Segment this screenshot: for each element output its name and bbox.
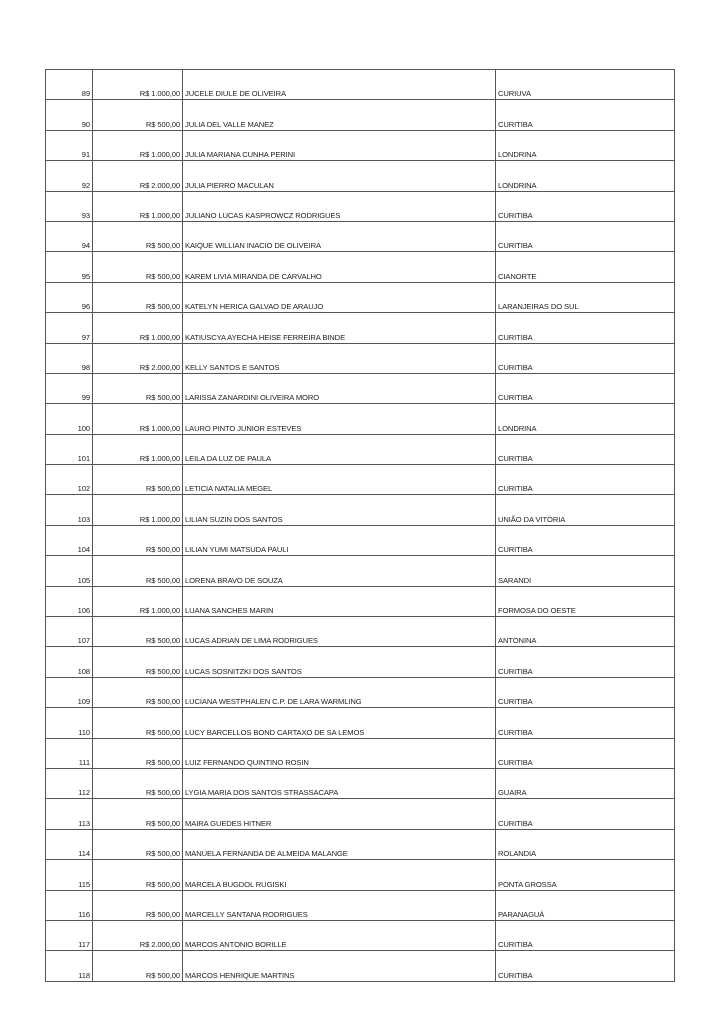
city-cell: ANTONINA: [496, 617, 675, 647]
row-number-cell: 117: [46, 920, 93, 950]
city-cell: UNIÃO DA VITÓRIA: [496, 495, 675, 525]
name-cell: LARISSA ZANARDINI OLIVEIRA MORO: [183, 373, 496, 403]
name-cell: KAIQUE WILLIAN INACIO DE OLIVEIRA: [183, 221, 496, 251]
table-row: [46, 70, 675, 100]
name-cell: MARCOS HENRIQUE MARTINS: [183, 951, 496, 981]
row-number-cell: 90: [46, 100, 93, 130]
city-cell: CURITIBA: [496, 434, 675, 464]
amount-cell: R$ 1.000,00: [93, 191, 183, 221]
city-cell: CURITIBA: [496, 465, 675, 495]
name-cell: LUCAS ADRIAN DE LIMA RODRIGUES: [183, 617, 496, 647]
table-row: [46, 495, 675, 525]
row-number-cell: 100: [46, 404, 93, 434]
name-cell: JULIANO LUCAS KASPROWCZ RODRIGUES: [183, 191, 496, 221]
amount-cell: R$ 1.000,00: [93, 130, 183, 160]
table-row: [46, 161, 675, 191]
table-row: [46, 799, 675, 829]
amount-cell: R$ 1.000,00: [93, 434, 183, 464]
name-cell: MANUELA FERNANDA DE ALMEIDA MALANGE: [183, 829, 496, 859]
name-cell: MAIRA GUEDES HITNER: [183, 799, 496, 829]
table-row: [46, 738, 675, 768]
name-cell: MARCOS ANTONIO BORILLE: [183, 920, 496, 950]
city-cell: SARANDI: [496, 556, 675, 586]
name-cell: LUIZ FERNANDO QUINTINO ROSIN: [183, 738, 496, 768]
table-row: [46, 586, 675, 616]
amount-cell: R$ 500,00: [93, 768, 183, 798]
row-number-cell: 92: [46, 161, 93, 191]
row-number-cell: 93: [46, 191, 93, 221]
amount-cell: R$ 2.000,00: [93, 161, 183, 191]
table-row: [46, 465, 675, 495]
table-row: [46, 647, 675, 677]
city-cell: CURITIBA: [496, 373, 675, 403]
amount-cell: R$ 500,00: [93, 525, 183, 555]
table-row: [46, 708, 675, 738]
table-row: [46, 920, 675, 950]
table-row: [46, 313, 675, 343]
amount-cell: R$ 500,00: [93, 799, 183, 829]
amount-cell: R$ 1.000,00: [93, 586, 183, 616]
table-row: [46, 617, 675, 647]
row-number-cell: 101: [46, 434, 93, 464]
row-number-cell: 99: [46, 373, 93, 403]
row-number-cell: 107: [46, 617, 93, 647]
name-cell: JULIA MARIANA CUNHA PERINI: [183, 130, 496, 160]
name-cell: LEILA DA LUZ DE PAULA: [183, 434, 496, 464]
table-row: [46, 951, 675, 981]
name-cell: LILIAN SUZIN DOS SANTOS: [183, 495, 496, 525]
row-number-cell: 103: [46, 495, 93, 525]
amount-cell: R$ 500,00: [93, 890, 183, 920]
name-cell: LAURO PINTO JUNIOR ESTEVES: [183, 404, 496, 434]
table-row: [46, 768, 675, 798]
row-number-cell: 97: [46, 313, 93, 343]
table-row: [46, 434, 675, 464]
amount-cell: R$ 2.000,00: [93, 343, 183, 373]
city-cell: CURITIBA: [496, 100, 675, 130]
table-row: [46, 556, 675, 586]
table-row: [46, 829, 675, 859]
row-number-cell: 102: [46, 465, 93, 495]
amount-cell: R$ 500,00: [93, 829, 183, 859]
amount-cell: R$ 500,00: [93, 677, 183, 707]
row-number-cell: 105: [46, 556, 93, 586]
city-cell: CURITIBA: [496, 677, 675, 707]
city-cell: FORMOSA DO OESTE: [496, 586, 675, 616]
amount-cell: R$ 500,00: [93, 708, 183, 738]
table-row: [46, 404, 675, 434]
table-row: [46, 221, 675, 251]
name-cell: JUCELE DIULE DE OLIVEIRA: [183, 70, 496, 100]
row-number-cell: 91: [46, 130, 93, 160]
amount-cell: R$ 500,00: [93, 951, 183, 981]
amount-cell: R$ 1.000,00: [93, 313, 183, 343]
city-cell: CURITIBA: [496, 525, 675, 555]
name-cell: LILIAN YUMI MATSUDA PAULI: [183, 525, 496, 555]
amount-cell: R$ 2.000,00: [93, 920, 183, 950]
row-number-cell: 89: [46, 70, 93, 100]
city-cell: ROLANDIA: [496, 829, 675, 859]
name-cell: LYGIA MARIA DOS SANTOS STRASSACAPA: [183, 768, 496, 798]
amount-cell: R$ 500,00: [93, 617, 183, 647]
amount-cell: R$ 500,00: [93, 221, 183, 251]
amount-cell: R$ 1.000,00: [93, 495, 183, 525]
name-cell: MARCELA BUGDOL RUGISKI: [183, 860, 496, 890]
table-row: [46, 252, 675, 282]
row-number-cell: 109: [46, 677, 93, 707]
city-cell: CURITIBA: [496, 191, 675, 221]
name-cell: LUCAS SOSNITZKI DOS SANTOS: [183, 647, 496, 677]
city-cell: CURITIBA: [496, 708, 675, 738]
row-number-cell: 98: [46, 343, 93, 373]
name-cell: JULIA PIERRO MACULAN: [183, 161, 496, 191]
row-number-cell: 114: [46, 829, 93, 859]
name-cell: KATIUSCYA AYECHA HEISE FERREIRA BINDE: [183, 313, 496, 343]
row-number-cell: 118: [46, 951, 93, 981]
amount-cell: R$ 500,00: [93, 556, 183, 586]
name-cell: LUCIANA WESTPHALEN C.P. DE LARA WARMLING: [183, 677, 496, 707]
amount-cell: R$ 500,00: [93, 860, 183, 890]
table-row: [46, 191, 675, 221]
row-number-cell: 115: [46, 860, 93, 890]
city-cell: CURITIBA: [496, 738, 675, 768]
row-number-cell: 94: [46, 221, 93, 251]
amount-cell: R$ 500,00: [93, 738, 183, 768]
amount-cell: R$ 500,00: [93, 647, 183, 677]
row-number-cell: 110: [46, 708, 93, 738]
city-cell: PONTA GROSSA: [496, 860, 675, 890]
table-row: [46, 282, 675, 312]
amount-cell: R$ 1.000,00: [93, 404, 183, 434]
table-row: [46, 677, 675, 707]
name-cell: MARCELLY SANTANA RODRIGUES: [183, 890, 496, 920]
city-cell: LONDRINA: [496, 130, 675, 160]
amount-cell: R$ 500,00: [93, 282, 183, 312]
city-cell: CURITIBA: [496, 313, 675, 343]
name-cell: LUCY BARCELLOS BOND CARTAXO DE SA LEMOS: [183, 708, 496, 738]
name-cell: KAREM LIVIA MIRANDA DE CARVALHO: [183, 252, 496, 282]
city-cell: LARANJEIRAS DO SUL: [496, 282, 675, 312]
city-cell: CURIUVA: [496, 70, 675, 100]
table-row: [46, 890, 675, 920]
city-cell: CURITIBA: [496, 343, 675, 373]
table-row: [46, 343, 675, 373]
row-number-cell: 112: [46, 768, 93, 798]
city-cell: GUAIRA: [496, 768, 675, 798]
row-number-cell: 108: [46, 647, 93, 677]
amount-cell: R$ 500,00: [93, 100, 183, 130]
table-row: [46, 525, 675, 555]
amount-cell: R$ 500,00: [93, 465, 183, 495]
name-cell: LETICIA NATALIA MEGEL: [183, 465, 496, 495]
name-cell: KELLY SANTOS E SANTOS: [183, 343, 496, 373]
row-number-cell: 116: [46, 890, 93, 920]
city-cell: CIANORTE: [496, 252, 675, 282]
city-cell: PARANAGUÁ: [496, 890, 675, 920]
row-number-cell: 95: [46, 252, 93, 282]
name-cell: LUANA SANCHES MARIN: [183, 586, 496, 616]
table-body: [46, 70, 675, 982]
row-number-cell: 96: [46, 282, 93, 312]
city-cell: CURITIBA: [496, 951, 675, 981]
table-row: [46, 130, 675, 160]
row-number-cell: 111: [46, 738, 93, 768]
table-row: [46, 100, 675, 130]
amount-cell: R$ 500,00: [93, 373, 183, 403]
amount-cell: R$ 500,00: [93, 252, 183, 282]
row-number-cell: 104: [46, 525, 93, 555]
city-cell: LONDRINA: [496, 404, 675, 434]
amount-cell: R$ 1.000,00: [93, 70, 183, 100]
city-cell: CURITIBA: [496, 920, 675, 950]
city-cell: CURITIBA: [496, 647, 675, 677]
row-number-cell: 106: [46, 586, 93, 616]
name-cell: KATELYN HERICA GALVAO DE ARAUJO: [183, 282, 496, 312]
city-cell: LONDRINA: [496, 161, 675, 191]
recipients-table: [45, 69, 675, 982]
name-cell: LORENA BRAVO DE SOUZA: [183, 556, 496, 586]
table-row: [46, 373, 675, 403]
city-cell: CURITIBA: [496, 799, 675, 829]
name-cell: JULIA DEL VALLE MANEZ: [183, 100, 496, 130]
row-number-cell: 113: [46, 799, 93, 829]
table-row: [46, 860, 675, 890]
city-cell: CURITIBA: [496, 221, 675, 251]
